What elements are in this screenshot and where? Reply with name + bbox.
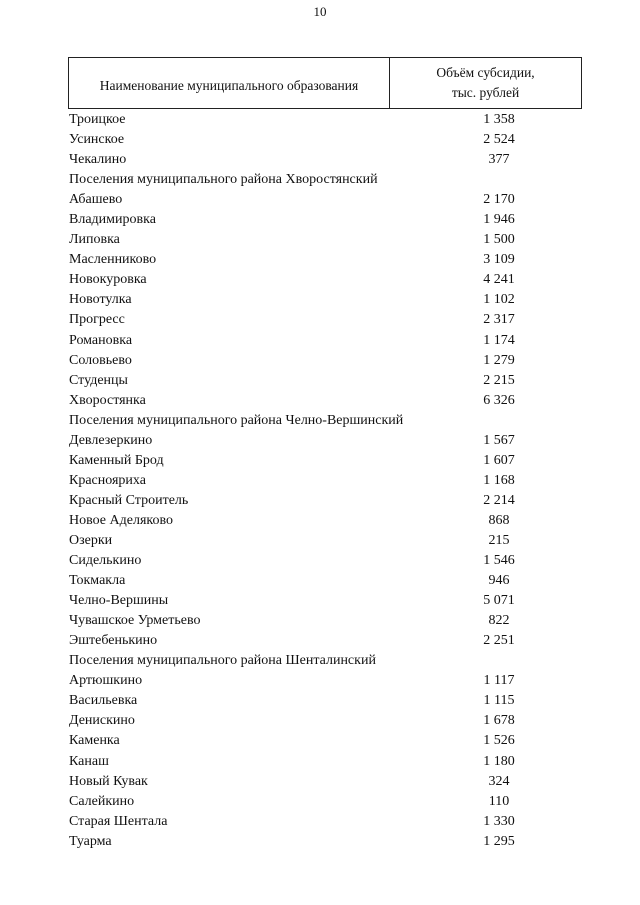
group-heading-row: [0, 411, 640, 431]
municipality-name: Новотулка: [69, 292, 132, 308]
subsidy-value: 110: [488, 793, 510, 809]
subsidy-value: 2 170: [483, 192, 515, 208]
table-row: [0, 832, 640, 852]
group-heading-row: [0, 170, 640, 190]
subsidy-value: 1 102: [483, 292, 515, 308]
table-row: [0, 391, 640, 411]
table-row: [0, 270, 640, 290]
subsidy-value: 1 295: [483, 833, 515, 849]
table-row: [0, 531, 640, 551]
subsidy-value: 3 109: [483, 252, 515, 268]
subsidy-value: 2 215: [483, 372, 515, 388]
table-row: [0, 351, 640, 371]
municipality-name: Краснояриха: [69, 472, 146, 488]
page-number: 10: [313, 4, 327, 19]
table-row: [0, 431, 640, 451]
subsidy-value: 6 326: [483, 392, 515, 408]
municipality-name: Абашево: [69, 192, 123, 208]
table-row: [0, 511, 640, 531]
table-row: [0, 792, 640, 812]
municipality-name: Каменка: [69, 733, 120, 749]
subsidy-value: 1 358: [483, 112, 515, 127]
municipality-name: Канаш: [69, 753, 109, 769]
subsidy-value: 4 241: [483, 272, 515, 288]
municipality-name: Усинское: [69, 132, 125, 148]
table-row: [0, 772, 640, 792]
subsidy-value: 1 500: [483, 232, 515, 248]
subsidy-value: 324: [488, 773, 510, 789]
subsidy-value: 1 168: [483, 472, 515, 488]
municipality-name: Владимировка: [69, 212, 156, 228]
header-value-line1: Объём субсидии,: [436, 65, 535, 80]
table-row: [0, 731, 640, 751]
subsidy-value: 377: [488, 152, 510, 168]
subsidy-value: 1 117: [483, 673, 515, 689]
table-body: [0, 110, 640, 852]
municipality-name: Сиделькино: [69, 553, 142, 569]
municipality-name: Студенцы: [69, 372, 128, 388]
municipality-name: Романовка: [69, 332, 133, 348]
municipality-name: Чекалино: [69, 152, 127, 168]
group-heading: Поселения муниципального района Хворостянский: [69, 172, 378, 188]
table-row: [0, 812, 640, 832]
municipality-name: Масленниково: [69, 252, 157, 268]
subsidy-value: 1 330: [483, 813, 515, 829]
table-row: [0, 230, 640, 250]
municipality-name: Чувашское Урметьево: [69, 613, 201, 629]
subsidy-value: 215: [488, 532, 510, 548]
header-value-line2: тыс. рублей: [451, 85, 520, 100]
group-heading-row: [0, 651, 640, 671]
table-row: [0, 611, 640, 631]
table-row: [0, 210, 640, 230]
subsidy-value: 5 071: [483, 593, 515, 609]
subsidy-value: 946: [488, 573, 510, 589]
municipality-name: Озерки: [69, 532, 113, 548]
table-row: [0, 571, 640, 591]
table-row: [0, 310, 640, 330]
table-row: [0, 491, 640, 511]
municipality-name: Артюшкино: [69, 673, 143, 689]
municipality-name: Хворостянка: [69, 392, 146, 408]
table-row: [0, 371, 640, 391]
table-header: [68, 57, 582, 109]
municipality-name: Васильевка: [69, 693, 138, 709]
table-row: [0, 631, 640, 651]
table-row: [0, 110, 640, 130]
municipality-name: Красный Строитель: [69, 492, 189, 508]
subsidy-value: 1 279: [483, 352, 515, 368]
municipality-name: Старая Шентала: [69, 813, 168, 829]
subsidy-value: 1 180: [483, 753, 515, 769]
subsidy-value: 1 946: [483, 212, 515, 228]
municipality-name: Салейкино: [69, 793, 135, 809]
subsidy-value: 2 317: [483, 312, 515, 328]
subsidy-value: 1 115: [483, 693, 515, 709]
table-row: [0, 551, 640, 571]
subsidy-value: 1 607: [483, 452, 515, 468]
municipality-name: Новокуровка: [69, 272, 147, 288]
municipality-name: Прогресс: [69, 312, 125, 328]
table-row: [0, 691, 640, 711]
header-value-column: [390, 58, 581, 108]
municipality-name: Соловьево: [69, 352, 132, 368]
table-row: [0, 190, 640, 210]
municipality-name: Токмакла: [69, 573, 126, 589]
municipality-name: Новый Кувак: [69, 773, 148, 789]
subsidy-value: 2 524: [483, 132, 515, 148]
table-row: [0, 331, 640, 351]
municipality-name: Челно-Вершины: [69, 593, 169, 609]
table-row: [0, 671, 640, 691]
subsidy-value: 1 546: [483, 553, 515, 569]
subsidy-value: 2 214: [483, 492, 515, 508]
municipality-name: Новое Аделяково: [69, 512, 173, 528]
header-name-column: Наименование муниципального образования: [69, 58, 390, 108]
subsidy-value: 1 678: [483, 713, 515, 729]
table-row: [0, 290, 640, 310]
subsidy-value: 2 251: [483, 633, 515, 649]
municipality-name: Туарма: [69, 833, 112, 849]
municipality-name: Эштебенькино: [69, 633, 158, 649]
municipality-name: Девлезеркино: [69, 432, 153, 448]
table-row: [0, 752, 640, 772]
subsidy-value: 1 526: [483, 733, 515, 749]
table-row: [0, 150, 640, 170]
municipality-name: Липовка: [69, 232, 120, 248]
subsidy-value: 1 174: [483, 332, 515, 348]
table-row: [0, 451, 640, 471]
table-row: [0, 130, 640, 150]
table-row: [0, 250, 640, 270]
subsidy-value: 822: [488, 613, 510, 629]
table-row: [0, 591, 640, 611]
municipality-name: Троицкое: [69, 112, 126, 127]
table-row: [0, 471, 640, 491]
group-heading: Поселения муниципального района Челно-Вершинский: [69, 412, 404, 428]
municipality-name: Денискино: [69, 713, 135, 729]
group-heading: Поселения муниципального района Шенталинский: [69, 653, 376, 669]
municipality-name: Каменный Брод: [69, 452, 164, 468]
table-row: [0, 711, 640, 731]
subsidy-value: 1 567: [483, 432, 515, 448]
subsidy-value: 868: [488, 512, 510, 528]
